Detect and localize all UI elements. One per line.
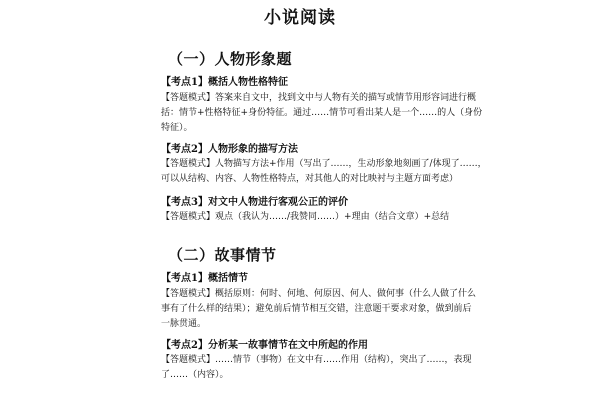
section-heading-character: （一）人物形象题 xyxy=(168,50,293,68)
answer-line: 一脉贯通。 xyxy=(161,319,207,329)
answer-line: 事有了什么样的结果）；避免前后情节相互交错，注意题干要求对象，做到前后 xyxy=(161,304,472,314)
answer-pattern xyxy=(161,287,477,332)
answer-line: 【答题模式】人物描写方法+作用（写出了……，生动形象地刻画了/体现了……， xyxy=(161,159,487,169)
answer-pattern xyxy=(161,353,472,383)
answer-pattern xyxy=(161,91,483,136)
kaodian-heading: 【考点3】对文中人物进行客观公正的评价 xyxy=(161,197,348,208)
answer-pattern xyxy=(161,210,449,225)
kaodian-heading: 【考点1】概括情节 xyxy=(161,273,248,284)
answer-line: 可以从结构、内容、人物性格特点，对其他人的对比映衬与主题方面考虑） xyxy=(161,174,459,184)
answer-line: 括：情节+性格特征+身份特征。通过……情节可看出某人是一个……的人（身份 xyxy=(161,108,483,118)
kaodian-heading: 【考点1】概括人物性格特征 xyxy=(161,77,288,88)
answer-line: 【答题模式】概括原则：何时、何地、何原因、何人、做何事（什么人做了什么 xyxy=(161,289,477,299)
answer-line: 了……（内容）。 xyxy=(161,370,229,380)
answer-line: 【答题模式】答案来自文中，找到文中与人物有关的描写或情节用形容词进行概 xyxy=(161,93,477,103)
section-heading-plot: （二）故事情节 xyxy=(168,246,277,264)
answer-line: 特征）。 xyxy=(161,123,193,133)
answer-line: 【答题模式】……情节（事物）在文中有……作用（结构），突出了……，表现 xyxy=(161,355,472,365)
kaodian-heading: 【考点2】人物形象的描写方法 xyxy=(161,144,298,155)
kaodian-heading: 【考点2】分析某一故事情节在文中所起的作用 xyxy=(161,340,368,351)
answer-pattern xyxy=(161,157,487,187)
page-title: 小说阅读 xyxy=(264,8,336,28)
answer-line: 【答题模式】观点（我认为……/我赞同……）+理由（结合文章）+总结 xyxy=(161,212,450,222)
